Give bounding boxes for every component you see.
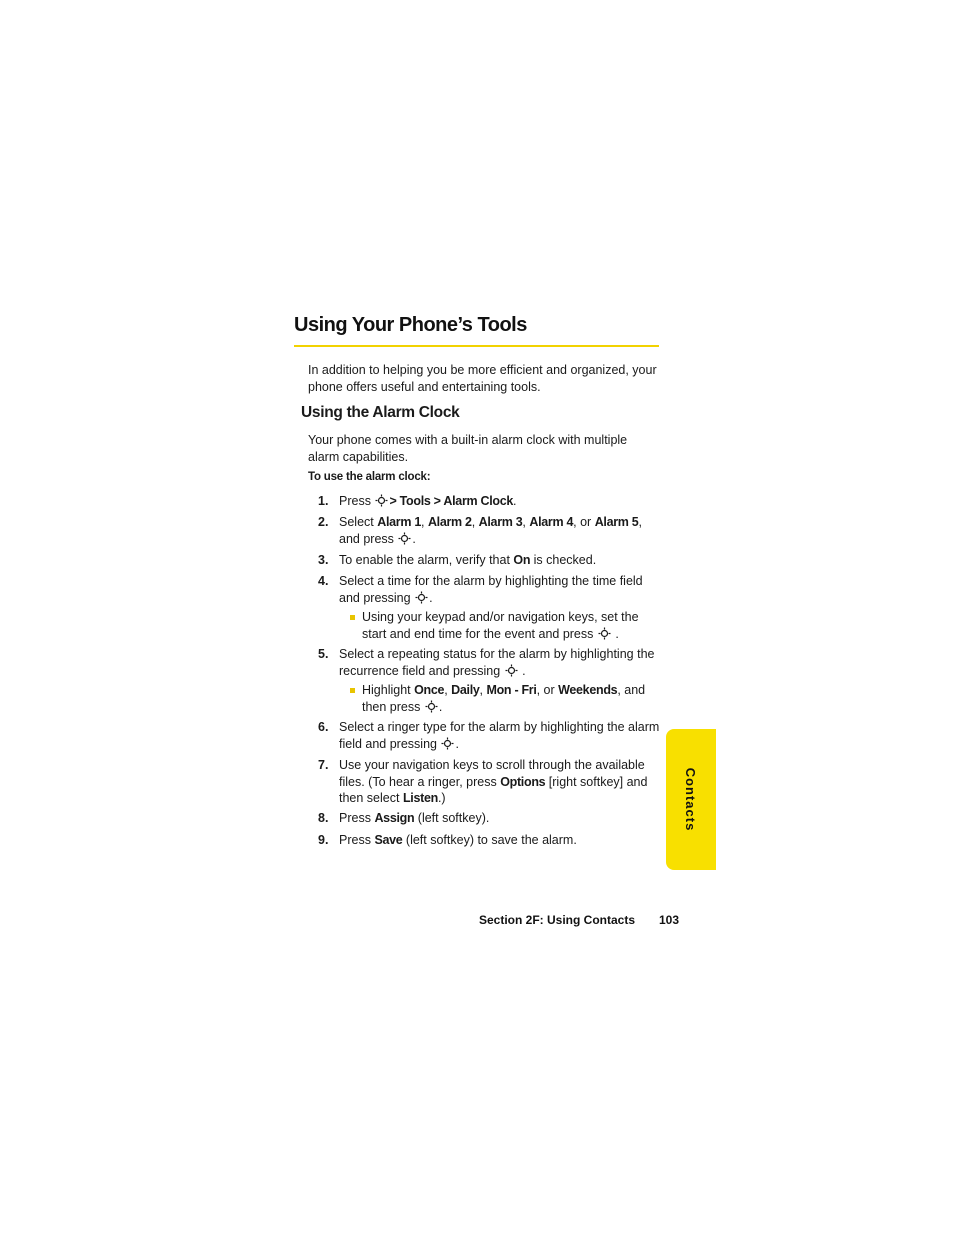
step-number: 8. <box>318 811 329 825</box>
step-text: Select Alarm 1, Alarm 2, Alarm 3, Alarm 4, or Alarm 5, and press . <box>339 515 642 546</box>
nav-key-icon <box>425 700 438 713</box>
step-number: 7. <box>318 758 329 772</box>
nav-key-icon <box>415 591 428 604</box>
substep-5 <box>348 682 663 715</box>
step-6 <box>318 719 663 752</box>
nav-key-icon <box>598 627 611 640</box>
substep-text: Highlight Once, Daily, Mon - Fri, or Weekends, and then press . <box>362 683 646 714</box>
step-number: 3. <box>318 553 329 567</box>
step-text: Select a ringer type for the alarm by highlighting the alarm field and pressing . <box>339 720 660 751</box>
section-side-tab <box>666 729 716 870</box>
step-number: 1. <box>318 494 329 508</box>
procedure-label: To use the alarm clock: <box>308 471 431 483</box>
substep-4 <box>348 609 663 642</box>
step-text: Press > Tools > Alarm Clock. <box>339 494 517 508</box>
step-number: 5. <box>318 647 329 661</box>
section-heading: Using the Alarm Clock <box>301 404 460 421</box>
step-number: 6. <box>318 720 329 734</box>
step-number: 4. <box>318 574 329 588</box>
intro-paragraph: In addition to helping you be more efficient and organized, your phone offers useful and entertaining tools. <box>308 363 657 394</box>
step-8 <box>318 810 663 827</box>
title-underline <box>294 345 659 347</box>
step-7 <box>318 757 663 807</box>
step-4 <box>318 573 663 606</box>
nav-key-icon <box>375 494 388 507</box>
nav-key-icon <box>398 532 411 545</box>
step-2 <box>318 514 663 547</box>
step-text: To enable the alarm, verify that On is checked. <box>339 553 597 567</box>
step-text: Select a repeating status for the alarm by highlighting the recurrence field and pressing . <box>339 647 655 678</box>
step-text: Press Save (left softkey) to save the alarm. <box>339 833 577 847</box>
nav-key-icon <box>441 737 454 750</box>
footer-section: Section 2F: Using Contacts <box>479 913 636 927</box>
step-text: Press Assign (left softkey). <box>339 811 490 825</box>
bullet-icon <box>350 615 355 620</box>
substep-text: Using your keypad and/or navigation keys, set the start and end time for the event and press . <box>362 610 639 641</box>
page-title: Using Your Phone’s Tools <box>294 314 527 336</box>
step-number: 9. <box>318 833 329 847</box>
nav-key-icon <box>505 664 518 677</box>
step-number: 2. <box>318 515 329 529</box>
bullet-icon <box>350 688 355 693</box>
section-intro: Your phone comes with a built-in alarm clock with multiple alarm capabilities. <box>308 433 628 464</box>
step-text: Use your navigation keys to scroll through the available files. (To hear a ringer, press Options [right softkey] and then select Listen.) <box>339 758 648 805</box>
step-text: Select a time for the alarm by highlighting the time field and pressing . <box>339 574 643 605</box>
step-5 <box>318 646 663 679</box>
step-3 <box>318 552 663 569</box>
step-9 <box>318 832 663 849</box>
page-number: 103 <box>659 913 680 927</box>
step-1 <box>318 493 663 510</box>
side-tab-label: Contacts <box>683 767 699 832</box>
